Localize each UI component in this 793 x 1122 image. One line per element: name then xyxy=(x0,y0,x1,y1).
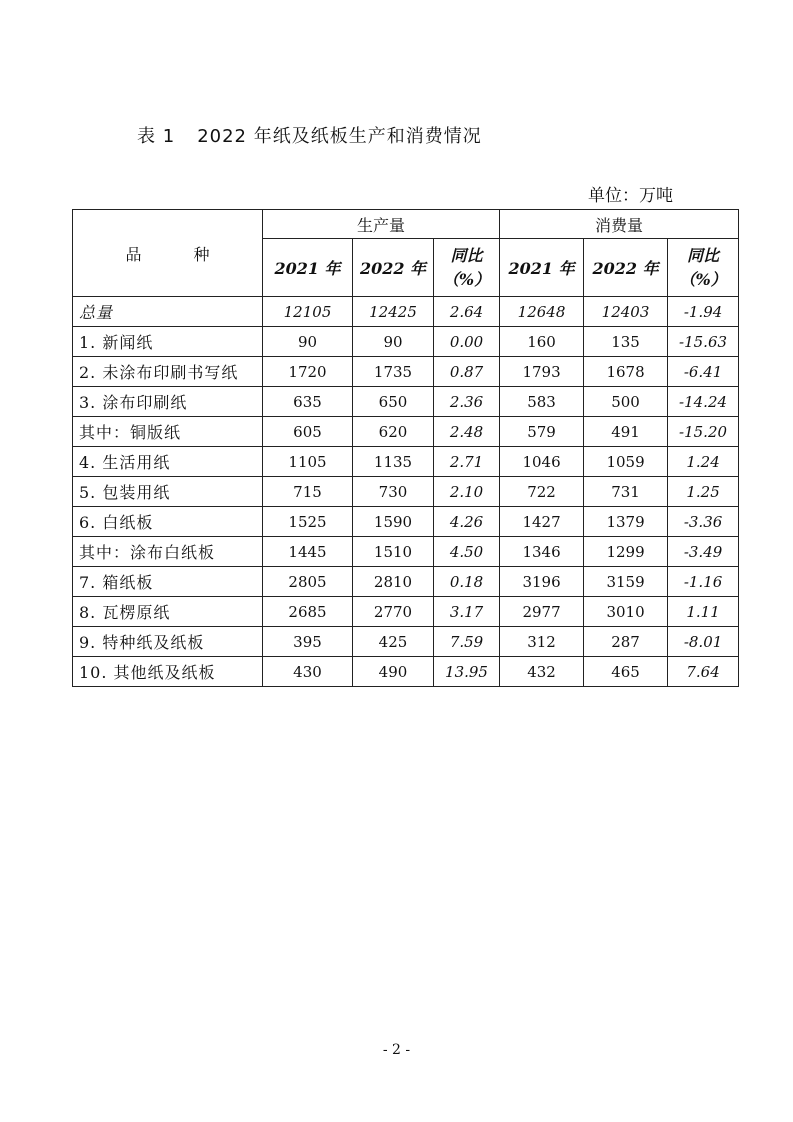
production-yoy: 2.48 xyxy=(434,417,500,447)
production-2021: 1105 xyxy=(263,447,353,477)
production-yoy: 13.95 xyxy=(434,657,500,687)
unit-label: 单位：万吨 xyxy=(588,186,673,206)
consumption-yoy: 1.11 xyxy=(668,597,739,627)
production-2021: 12105 xyxy=(263,297,353,327)
consumption-2021: 432 xyxy=(500,657,584,687)
table-row xyxy=(73,567,739,597)
row-name: 10. 其他纸及纸板 xyxy=(73,657,263,687)
production-2022: 1735 xyxy=(353,357,434,387)
consumption-yoy: 1.25 xyxy=(668,477,739,507)
header-production-2021: 2021 年 xyxy=(263,239,353,297)
consumption-yoy: -1.94 xyxy=(668,297,739,327)
production-2022: 650 xyxy=(353,387,434,417)
consumption-2022: 3159 xyxy=(584,567,668,597)
production-2021: 715 xyxy=(263,477,353,507)
production-yoy: 4.26 xyxy=(434,507,500,537)
production-yoy: 2.10 xyxy=(434,477,500,507)
production-2021: 395 xyxy=(263,627,353,657)
table-row xyxy=(73,327,739,357)
table-row xyxy=(73,477,739,507)
page-number: - 2 - xyxy=(382,1042,411,1058)
production-2021: 2685 xyxy=(263,597,353,627)
consumption-2021: 722 xyxy=(500,477,584,507)
row-name: 2. 未涂布印刷书写纸 xyxy=(73,357,263,387)
consumption-yoy: 7.64 xyxy=(668,657,739,687)
table-row xyxy=(73,657,739,687)
production-yoy: 3.17 xyxy=(434,597,500,627)
consumption-2021: 1793 xyxy=(500,357,584,387)
production-yoy: 2.64 xyxy=(434,297,500,327)
production-yoy: 0.00 xyxy=(434,327,500,357)
production-2022: 730 xyxy=(353,477,434,507)
consumption-yoy: -6.41 xyxy=(668,357,739,387)
table-title xyxy=(137,122,482,148)
production-2022: 90 xyxy=(353,327,434,357)
header-consumption-2022: 2022 年 xyxy=(584,239,668,297)
consumption-2022: 3010 xyxy=(584,597,668,627)
table-number: 表 1 xyxy=(137,126,176,147)
production-2021: 2805 xyxy=(263,567,353,597)
header-production-2022: 2022 年 xyxy=(353,239,434,297)
consumption-2021: 1046 xyxy=(500,447,584,477)
row-name: 7. 箱纸板 xyxy=(73,567,263,597)
production-2021: 1720 xyxy=(263,357,353,387)
consumption-2021: 160 xyxy=(500,327,584,357)
header-consumption: 消费量 xyxy=(500,210,739,239)
table-row xyxy=(73,387,739,417)
production-2022: 1135 xyxy=(353,447,434,477)
table-row xyxy=(73,447,739,477)
consumption-2021: 1427 xyxy=(500,507,584,537)
consumption-yoy: -14.24 xyxy=(668,387,739,417)
consumption-yoy: -15.63 xyxy=(668,327,739,357)
consumption-2022: 135 xyxy=(584,327,668,357)
production-2021: 90 xyxy=(263,327,353,357)
production-2021: 1445 xyxy=(263,537,353,567)
consumption-2022: 500 xyxy=(584,387,668,417)
production-yoy: 4.50 xyxy=(434,537,500,567)
production-2022: 1510 xyxy=(353,537,434,567)
table-row xyxy=(73,507,739,537)
production-2022: 425 xyxy=(353,627,434,657)
header-item: 品 种 xyxy=(73,210,263,297)
production-yoy: 7.59 xyxy=(434,627,500,657)
production-yoy: 2.71 xyxy=(434,447,500,477)
table-row xyxy=(73,357,739,387)
consumption-yoy: -1.16 xyxy=(668,567,739,597)
consumption-2021: 12648 xyxy=(500,297,584,327)
production-yoy: 0.18 xyxy=(434,567,500,597)
table-row xyxy=(73,537,739,567)
row-name: 8. 瓦楞原纸 xyxy=(73,597,263,627)
production-2022: 12425 xyxy=(353,297,434,327)
production-2021: 605 xyxy=(263,417,353,447)
consumption-yoy: -3.49 xyxy=(668,537,739,567)
production-2022: 490 xyxy=(353,657,434,687)
consumption-2021: 1346 xyxy=(500,537,584,567)
production-2021: 635 xyxy=(263,387,353,417)
consumption-2022: 1379 xyxy=(584,507,668,537)
consumption-yoy: -8.01 xyxy=(668,627,739,657)
production-2022: 2770 xyxy=(353,597,434,627)
consumption-yoy: -3.36 xyxy=(668,507,739,537)
header-consumption-yoy: 同比 （%） xyxy=(668,239,739,297)
table-row-total xyxy=(73,297,739,327)
row-name: 其中：涂布白纸板 xyxy=(73,537,263,567)
row-name: 3. 涂布印刷纸 xyxy=(73,387,263,417)
production-2021: 430 xyxy=(263,657,353,687)
consumption-2022: 1678 xyxy=(584,357,668,387)
consumption-2022: 287 xyxy=(584,627,668,657)
consumption-yoy: -15.20 xyxy=(668,417,739,447)
row-name: 6. 白纸板 xyxy=(73,507,263,537)
table-row xyxy=(73,597,739,627)
consumption-2022: 491 xyxy=(584,417,668,447)
row-name: 5. 包装用纸 xyxy=(73,477,263,507)
consumption-2022: 731 xyxy=(584,477,668,507)
row-name: 4. 生活用纸 xyxy=(73,447,263,477)
consumption-2021: 312 xyxy=(500,627,584,657)
header-production: 生产量 xyxy=(263,210,500,239)
production-2021: 1525 xyxy=(263,507,353,537)
consumption-2022: 12403 xyxy=(584,297,668,327)
data-table xyxy=(72,209,739,687)
consumption-2021: 583 xyxy=(500,387,584,417)
row-name: 9. 特种纸及纸板 xyxy=(73,627,263,657)
row-name: 总量 xyxy=(73,297,263,327)
header-production-yoy: 同比 （%） xyxy=(434,239,500,297)
production-yoy: 2.36 xyxy=(434,387,500,417)
consumption-2022: 465 xyxy=(584,657,668,687)
header-consumption-2021: 2021 年 xyxy=(500,239,584,297)
production-2022: 2810 xyxy=(353,567,434,597)
consumption-2021: 579 xyxy=(500,417,584,447)
row-name: 其中：铜版纸 xyxy=(73,417,263,447)
table-row xyxy=(73,417,739,447)
table-title-text: 2022 年纸及纸板生产和消费情况 xyxy=(197,126,482,147)
production-2022: 1590 xyxy=(353,507,434,537)
consumption-yoy: 1.24 xyxy=(668,447,739,477)
consumption-2022: 1299 xyxy=(584,537,668,567)
consumption-2022: 1059 xyxy=(584,447,668,477)
production-2022: 620 xyxy=(353,417,434,447)
table-row xyxy=(73,627,739,657)
row-name: 1. 新闻纸 xyxy=(73,327,263,357)
consumption-2021: 2977 xyxy=(500,597,584,627)
consumption-2021: 3196 xyxy=(500,567,584,597)
production-yoy: 0.87 xyxy=(434,357,500,387)
